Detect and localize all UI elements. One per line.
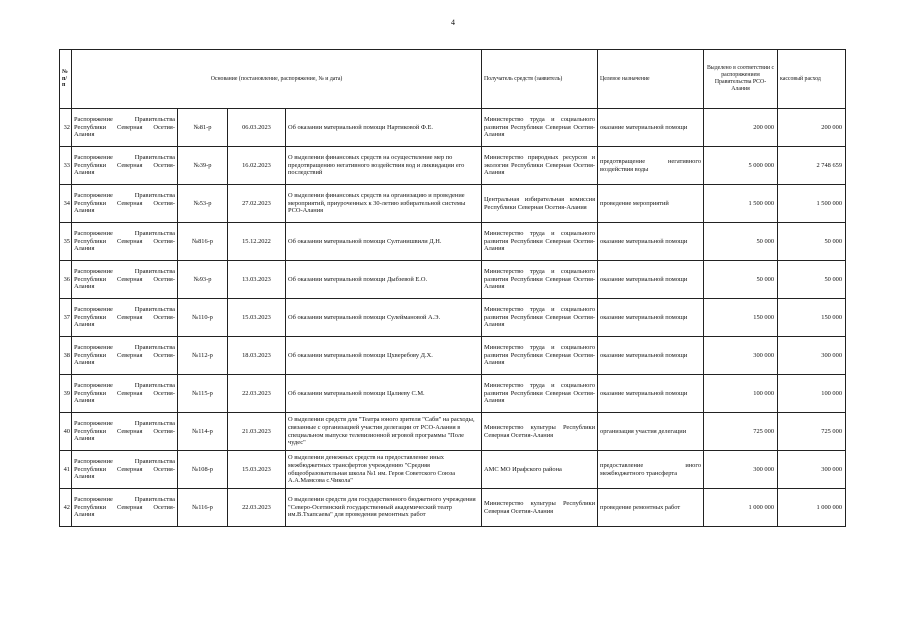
allocated-amount: 100 000 xyxy=(704,375,778,413)
document-date: 22.03.2023 xyxy=(228,489,286,527)
allocated-amount: 1 000 000 xyxy=(704,489,778,527)
cash-expense: 300 000 xyxy=(778,337,846,375)
allocated-amount: 300 000 xyxy=(704,451,778,489)
purpose: оказание материальной помощи xyxy=(598,337,704,375)
recipient: Министерство труда и социального развития Республики Северная Осетия-Алания xyxy=(482,375,598,413)
recipient: Министерство культуры Республики Северная Осетия-Алания xyxy=(482,413,598,451)
row-number: 37 xyxy=(60,299,72,337)
header-purpose: Целевое назначение xyxy=(598,50,704,109)
document-number: №81-р xyxy=(178,109,228,147)
table-header-row xyxy=(60,50,846,109)
table-body xyxy=(60,109,846,527)
cash-expense: 100 000 xyxy=(778,375,846,413)
document-number: №115-р xyxy=(178,375,228,413)
table-row xyxy=(60,109,846,147)
table-row xyxy=(60,299,846,337)
document-type: Распоряжение Правительства Республики Северная Осетия-Алания xyxy=(72,223,178,261)
document-subject: Об оказании материальной помощи Цалиеву С.М. xyxy=(286,375,482,413)
document-date: 15.03.2023 xyxy=(228,299,286,337)
table-row xyxy=(60,413,846,451)
document-date: 21.03.2023 xyxy=(228,413,286,451)
allocated-amount: 300 000 xyxy=(704,337,778,375)
table-row xyxy=(60,337,846,375)
row-number: 42 xyxy=(60,489,72,527)
document-type: Распоряжение Правительства Республики Северная Осетия-Алания xyxy=(72,109,178,147)
document-subject: Об оказании материальной помощи Султанишвили Д.Н. xyxy=(286,223,482,261)
cash-expense: 1 500 000 xyxy=(778,185,846,223)
row-number: 41 xyxy=(60,451,72,489)
cash-expense: 50 000 xyxy=(778,261,846,299)
document-date: 15.12.2022 xyxy=(228,223,286,261)
document-number: №116-р xyxy=(178,489,228,527)
purpose: оказание материальной помощи xyxy=(598,375,704,413)
document-type: Распоряжение Правительства Республики Северная Осетия-Алания xyxy=(72,147,178,185)
recipient: Министерство труда и социального развития Республики Северная Осетия-Алания xyxy=(482,261,598,299)
page-number: 4 xyxy=(451,18,455,27)
document-date: 16.02.2023 xyxy=(228,147,286,185)
recipient: Министерство труда и социального развития Республики Северная Осетия-Алания xyxy=(482,109,598,147)
document-date: 06.03.2023 xyxy=(228,109,286,147)
document-date: 27.02.2023 xyxy=(228,185,286,223)
document-subject: Об оказании материальной помощи Дыбзевой Е.О. xyxy=(286,261,482,299)
purpose: оказание материальной помощи xyxy=(598,223,704,261)
row-number: 35 xyxy=(60,223,72,261)
cash-expense: 2 748 659 xyxy=(778,147,846,185)
table-row xyxy=(60,185,846,223)
purpose: оказание материальной помощи xyxy=(598,299,704,337)
recipient: Центральная избирательная комиссия Республики Северная Осетия-Алания xyxy=(482,185,598,223)
document-type: Распоряжение Правительства Республики Северная Осетия-Алания xyxy=(72,261,178,299)
row-number: 40 xyxy=(60,413,72,451)
table-row xyxy=(60,375,846,413)
header-num: № п/п xyxy=(60,50,72,109)
recipient: Министерство культуры Республики Северная Осетия-Алания xyxy=(482,489,598,527)
cash-expense: 150 000 xyxy=(778,299,846,337)
document-date: 22.03.2023 xyxy=(228,375,286,413)
row-number: 39 xyxy=(60,375,72,413)
document-subject: Об оказании материальной помощи Нартиковой Ф.Е. xyxy=(286,109,482,147)
table-row xyxy=(60,489,846,527)
row-number: 38 xyxy=(60,337,72,375)
row-number: 36 xyxy=(60,261,72,299)
document-number: №110-р xyxy=(178,299,228,337)
document-type: Распоряжение Правительства Республики Северная Осетия-Алания xyxy=(72,413,178,451)
document-number: №53-р xyxy=(178,185,228,223)
allocated-amount: 1 500 000 xyxy=(704,185,778,223)
recipient: Министерство природных ресурсов и экологии Республики Северная Осетия-Алания xyxy=(482,147,598,185)
document-number: №108-р xyxy=(178,451,228,489)
recipient: Министерство труда и социального развития Республики Северная Осетия-Алания xyxy=(482,337,598,375)
header-recipient: Получатель средств (заявитель) xyxy=(482,50,598,109)
document-subject: О выделении финансовых средств на осуществление мер по предотвращению негативного воздействия вод и ликвидации его последствий xyxy=(286,147,482,185)
document-subject: О выделении денежных средств на предоставление иных межбюджетных трансфертов учреждению "Средняя общеобразовательная школа №1 им. Героя Советского Союза А.А.Мамсова с.Чикола" xyxy=(286,451,482,489)
document-type: Распоряжение Правительства Республики Северная Осетия-Алания xyxy=(72,451,178,489)
allocated-amount: 150 000 xyxy=(704,299,778,337)
allocation-table xyxy=(59,49,846,527)
recipient: Министерство труда и социального развития Республики Северная Осетия-Алания xyxy=(482,223,598,261)
header-basis: Основание (постановление, распоряжение, № и дата) xyxy=(72,50,482,109)
allocated-amount: 200 000 xyxy=(704,109,778,147)
document-type: Распоряжение Правительства Республики Северная Осетия-Алания xyxy=(72,375,178,413)
row-number: 34 xyxy=(60,185,72,223)
document-date: 13.03.2023 xyxy=(228,261,286,299)
purpose: организация участия делегации xyxy=(598,413,704,451)
recipient: АМС МО Ирафского района xyxy=(482,451,598,489)
recipient: Министерство труда и социального развития Республики Северная Осетия-Алания xyxy=(482,299,598,337)
cash-expense: 200 000 xyxy=(778,109,846,147)
allocated-amount: 50 000 xyxy=(704,223,778,261)
row-number: 33 xyxy=(60,147,72,185)
allocated-amount: 725 000 xyxy=(704,413,778,451)
document-date: 15.03.2023 xyxy=(228,451,286,489)
document-number: №112-р xyxy=(178,337,228,375)
allocated-amount: 5 000 000 xyxy=(704,147,778,185)
document-subject: О выделении средств для государственного бюджетного учреждения "Северо-Осетинский государственный академический театр им.В.Тхапсаева" для проведения ремонтных работ xyxy=(286,489,482,527)
purpose: предотвращение негативного воздействия воды xyxy=(598,147,704,185)
table-row xyxy=(60,451,846,489)
purpose: проведение ремонтных работ xyxy=(598,489,704,527)
document-subject: О выделении финансовых средств на организацию и проведение мероприятий, приуроченных к 30-летию избирательной системы РСО-Алания xyxy=(286,185,482,223)
cash-expense: 725 000 xyxy=(778,413,846,451)
document-number: №114-р xyxy=(178,413,228,451)
purpose: проведение мероприятий xyxy=(598,185,704,223)
table-row xyxy=(60,223,846,261)
allocated-amount: 50 000 xyxy=(704,261,778,299)
document-type: Распоряжение Правительства Республики Северная Осетия-Алания xyxy=(72,185,178,223)
header-cash: кассовый расход xyxy=(778,50,846,109)
document-subject: Об оказании материальной помощи Сулеймановой А.Э. xyxy=(286,299,482,337)
cash-expense: 50 000 xyxy=(778,223,846,261)
header-allocated: Выделено в соответствии с распоряжением Правительства РСО-Алания xyxy=(704,50,778,109)
document-number: №93-р xyxy=(178,261,228,299)
document-type: Распоряжение Правительства Республики Северная Осетия-Алания xyxy=(72,337,178,375)
cash-expense: 300 000 xyxy=(778,451,846,489)
document-date: 18.03.2023 xyxy=(228,337,286,375)
document-subject: Об оказании материальной помощи Цхверебову Д.Х. xyxy=(286,337,482,375)
purpose: оказание материальной помощи xyxy=(598,109,704,147)
document-type: Распоряжение Правительства Республики Северная Осетия-Алания xyxy=(72,299,178,337)
purpose: предоставление иного межбюджетного трансферта xyxy=(598,451,704,489)
document-number: №39-р xyxy=(178,147,228,185)
table-row xyxy=(60,261,846,299)
document-subject: О выделении средств для "Театра юного зрителя "Саби" на расходы, связанные с организацией участия делегации от РСО-Алания в специальном выпуске телевизионной игровой программы "Поле чудес" xyxy=(286,413,482,451)
table-row xyxy=(60,147,846,185)
row-number: 32 xyxy=(60,109,72,147)
document-number: №816-р xyxy=(178,223,228,261)
purpose: оказание материальной помощи xyxy=(598,261,704,299)
document-type: Распоряжение Правительства Республики Северная Осетия-Алания xyxy=(72,489,178,527)
cash-expense: 1 000 000 xyxy=(778,489,846,527)
